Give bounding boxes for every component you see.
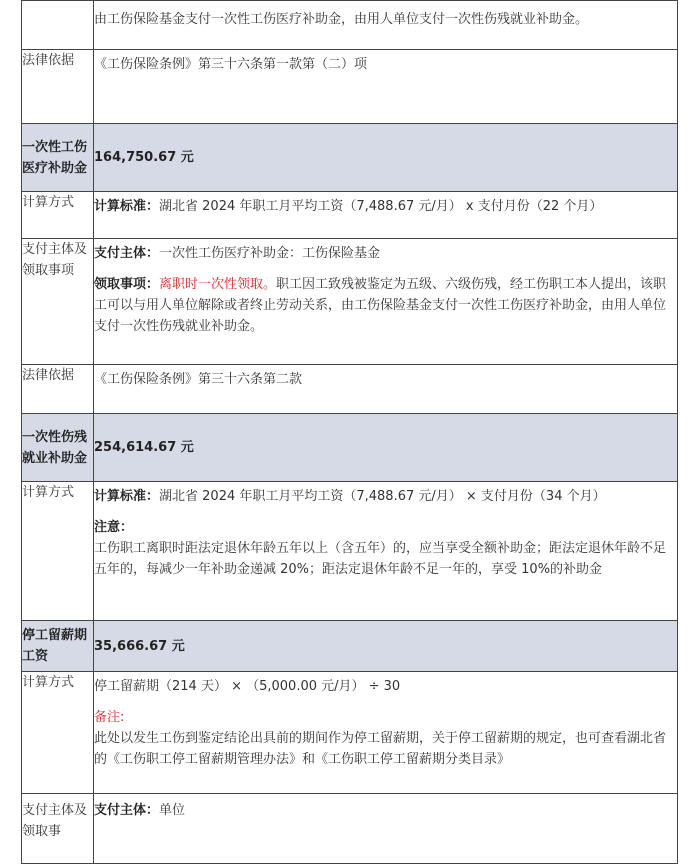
content-bold-label: 支付主体： (94, 803, 160, 818)
row-label: 支付主体及领取事 (22, 794, 94, 864)
note-title: 备注: (94, 710, 125, 725)
row-label: 计算方式 (22, 482, 94, 621)
section-amount: 254,614.67 元 (94, 414, 678, 482)
row-content (94, 1, 678, 50)
section-header-row (22, 621, 678, 672)
compensation-table (21, 0, 678, 864)
content-text: 职工因工致残被鉴定为五级、六级伤残，经工伤职工本人提出，该职工可以与用人单位解除或者终止劳动关系，由工伤保险基金支付一次性工伤医疗补助金，由用人单位支付一次性伤残就业补助金。 (94, 277, 667, 334)
section-amount: 164,750.67 元 (94, 124, 678, 192)
content-text: 由工伤保险基金支付一次性工伤医疗补助金，由用人单位支付一次性伤残就业补助金。 (94, 12, 589, 27)
content-bold-label: 计算标准： (94, 489, 160, 504)
section-header-row (22, 124, 678, 192)
section-amount: 35,666.67 元 (94, 621, 678, 672)
note-text: 此处以发生工伤到鉴定结论出具前的期间作为停工留薪期，关于停工留薪期的规定，也可查看湖北省的《工伤职工停工留薪期管理办法》和《工伤职工停工留薪期分类目录》 (94, 731, 667, 767)
content-text: 湖北省 2024 年职工月平均工资（7,488.67 元/月） × 支付月份（34 个月） (159, 489, 606, 504)
section-label: 一次性伤残就业补助金 (22, 414, 94, 482)
table-row (22, 672, 678, 794)
row-content (94, 672, 678, 794)
table-row (22, 1, 678, 50)
content-text: 单位 (159, 803, 186, 818)
row-label: 计算方式 (22, 672, 94, 794)
row-content (94, 365, 678, 414)
table-row (22, 192, 678, 239)
highlight-text: 离职时一次性领取。 (159, 277, 277, 292)
table-row (22, 50, 678, 124)
table-row (22, 239, 678, 365)
row-content (94, 794, 678, 864)
content-text: 停工留薪期（214 天） × （5,000.00 元/月） ÷ 30 (94, 679, 401, 694)
content-bold-label: 支付主体： (94, 246, 160, 261)
content-text: 湖北省 2024 年职工月平均工资（7,488.67 元/月） x 支付月份（22 个月） (159, 199, 603, 214)
content-bold-label: 计算标准： (94, 199, 160, 214)
row-label (22, 1, 94, 50)
content-text: 《工伤保险条例》第三十六条第二款 (94, 372, 303, 387)
row-label: 计算方式 (22, 192, 94, 239)
row-label: 法律依据 (22, 50, 94, 124)
section-label: 一次性工伤医疗补助金 (22, 124, 94, 192)
content-bold-label: 领取事项： (94, 277, 160, 292)
table-row (22, 794, 678, 864)
row-content (94, 192, 678, 239)
table-row (22, 482, 678, 621)
table-row (22, 365, 678, 414)
note-title: 注意： (94, 520, 134, 535)
content-text: 一次性工伤医疗补助金：工伤保险基金 (159, 246, 381, 261)
section-label: 停工留薪期工资 (22, 621, 94, 672)
row-label: 法律依据 (22, 365, 94, 414)
row-content (94, 482, 678, 621)
note-text: 工伤职工离职时距法定退休年龄五年以上（含五年）的，应当享受全额补助金；距法定退休年龄不足五年的，每减少一年补助金递减 20%；距法定退休年龄不足一年的，享受 10%的补助金 (94, 541, 667, 577)
row-label: 支付主体及领取事项 (22, 239, 94, 365)
section-header-row (22, 414, 678, 482)
row-content (94, 239, 678, 365)
row-content (94, 50, 678, 124)
content-text: 《工伤保险条例》第三十六条第一款第（二）项 (94, 57, 368, 72)
